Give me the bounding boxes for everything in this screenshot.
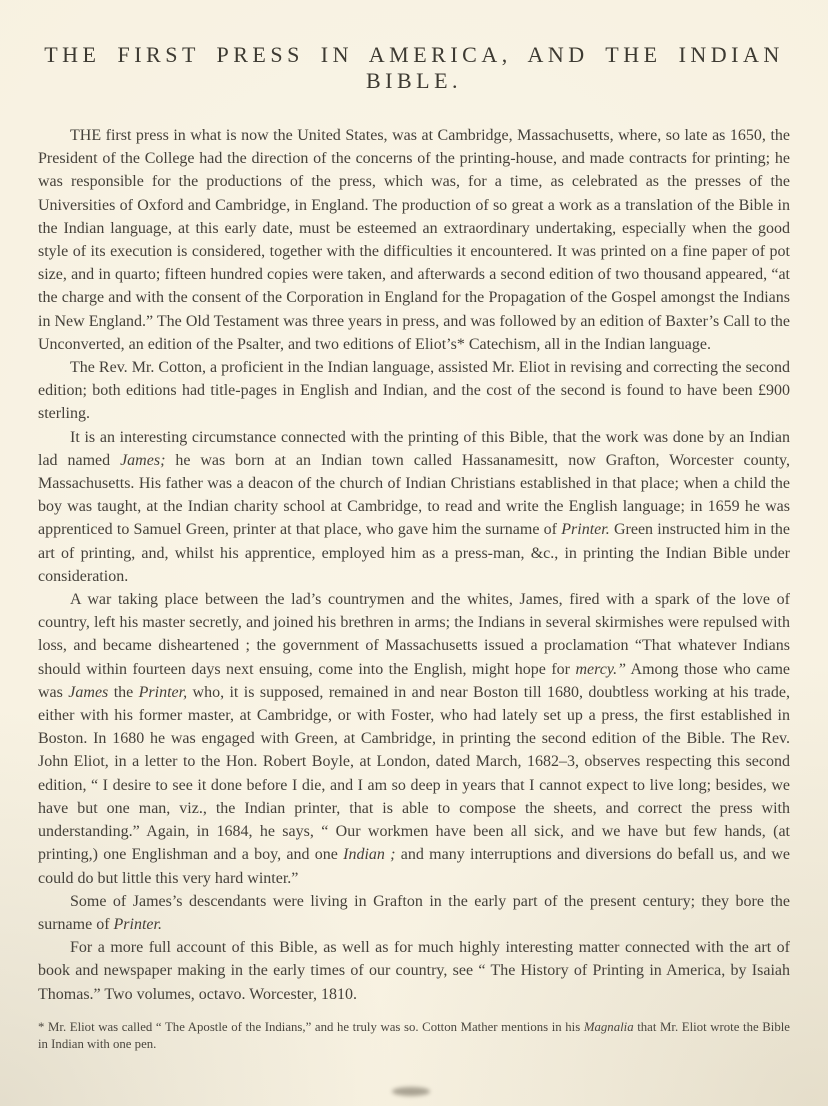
paragraph: For a more full account of this Bible, as well as for much highly interesting matter connected with the art of book and newspaper making in the early times of our country, see “ The History of Printing in America, by Isaiah Thomas.” Two volumes, octavo. Worcester, 1810. [38,939,790,1003]
paragraph: A war taking place between the lad’s countrymen and the whites, James, fired with a spark of the love of country, left his master secretly, and joined his brethren in arms; the Indians in several skirmishes were repulsed with loss, and became disheartened ; the government of Massachusetts issued a proclamation “That whatever Indians should within fourteen days next ensuing, come into the English, might hope for mercy.” Among those who came was James the Printer, who, it is supposed, remained in and near Boston till 1680, doubtless working at his trade, either with his former master, at Cambridge, or with Foster, who had lately set up a press, the first established in Boston. In 1680 he was engaged with Green, at Cambridge, in printing the second edition of the Bible. The Rev. John Eliot, in a letter to the Hon. Robert Boyle, at London, dated March, 1682–3, observes respecting this second edition, “ I desire to see it done before I die, and I am so deep in years that I cannot expect to live long; besides, we have but one man, viz., the Indian printer, that is able to compose the sheets, and correct the press with understanding.” Again, in 1684, he says, “ Our workmen have been all sick, and we have but few hands, (at printing,) one Englishman and a boy, and one Indian ; and many interruptions and diversions do befall us, and we could do but little this very hard winter.” [38,591,791,887]
paragraph: It is an interesting circumstance connected with the printing of this Bible, that the work was done by an Indian lad named James; he was born at an Indian town called Hassanamesitt, now Grafton, Worcester county, Massachusetts. His father was a deacon of the church of Indian Christians established in that place; when a child the boy was taught, at the Indian charity school at Cambridge, to read and write the English language; in 1659 he was apprenticed to Samuel Green, printer at that place, who gave him the surname of Printer. Green instructed him in the art of printing, and, whilst his apprentice, employed him as a press-man, &c., in printing the Indian Bible under consideration. [38,428,791,585]
paragraph: THE first press in what is now the United States, was at Cambridge, Massachusetts, where, so late as 1650, the President of the College had the direction of the concerns of the printing-house, and made contracts for printing; he was responsible for the productions of the press, which was, for a time, as celebrated as the presses of the Universities of Oxford and Cambridge, in England. The production of so great a work as a translation of the Bible in the Indian language, at this early date, must be esteemed an extraordinary undertaking, especially when the good style of its execution is considered, together with the difficulties it encountered. It was printed on a fine paper of pot size, and in quarto; fifteen hundred copies were taken, and afterwards a second edition of two thousand appeared, “at the charge and with the consent of the Corporation in England for the Propagation of the Gospel amongst the Indians in New England.” The Old Testament was three years in press, and was followed by an edition of Baxter’s Call to the Unconverted, an edition of the Psalter, and two editions of Eliot’s* Catechism, all in the Indian language. [38,127,790,353]
ink-smudge [392,1087,430,1096]
page-title: THE FIRST PRESS IN AMERICA, AND THE INDIAN BIBLE. [44,42,784,93]
footnote: * Mr. Eliot was called “ The Apostle of the Indians,” and he truly was so. Cotton Mather mentions in his Magnalia that Mr. Eliot wrote the Bible in Indian with one pen. [38,1019,790,1052]
paragraph: Some of James’s descendants were living in Grafton in the early part of the present century; they bore the surname of Printer. [38,892,790,933]
paragraph: The Rev. Mr. Cotton, a proficient in the Indian language, assisted Mr. Eliot in revising and correcting the second edition; both editions had title-pages in English and Indian, and the cost of the second is found to have been £900 sterling. [38,359,790,423]
document-body [38,124,790,1006]
